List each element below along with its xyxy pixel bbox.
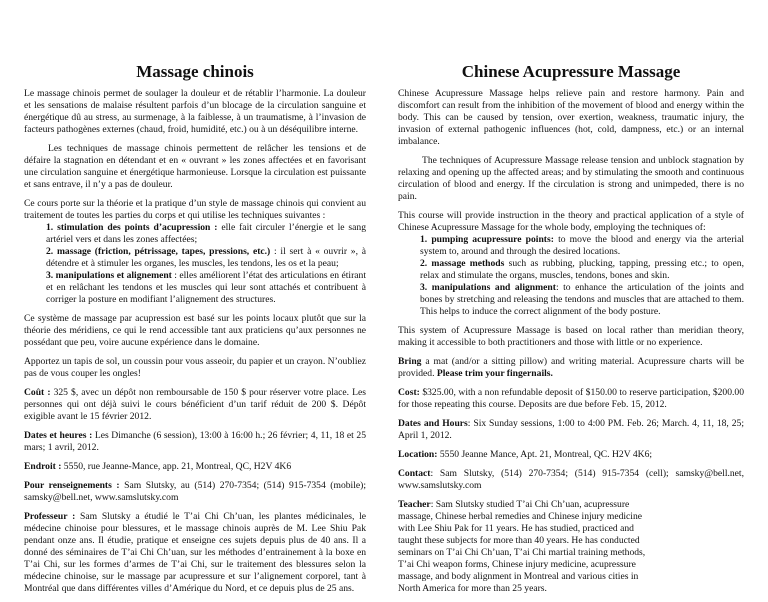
en-intro-2: The techniques of Acupressure Massage release tension and unblock stagnation by relaxing and opening up the affected areas; and by stimulating the smooth and continuous circulation of blood and energy. If the circulation is strong and unimpeded, there is no pain.	[398, 155, 744, 202]
en-system: This system of Acupressure Massage is based on local rather than meridian theory, making it accessible to both practitioners and those with little or no experience.	[398, 325, 744, 348]
fr-bring: Apportez un tapis de sol, un coussin pour vous asseoir, du papier et un crayon. N’oubliez pas de vous couper les ongles!	[24, 356, 366, 379]
fr-place: Endroit : 5550, rue Jeanne-Mance, app. 21, Montreal, QC, H2V 4K6	[24, 461, 292, 472]
en-teacher: Teacher: Sam Slutsky studied T’ai Chi Ch’uan, acupressure massage, Chinese herbal remedies and Chinese injury medicine with Lee Shiu Pak for 11 years. He has studied, practiced and taught these subjects for more than 40 years. He has conducted seminars on T’ai Chi Ch’uan, T’ai Chi martial training methods, T’ai Chi weapon forms, Chinese injury medicine, acupressure massage, and body alignment in Montreal and various cities in North America for more than 25 years.	[398, 499, 646, 594]
en-technique-1: 1. pumping acupressure points: to move the blood and energy via the arterial system to, around and through the desired locations.	[420, 234, 744, 257]
en-bring: Bring a mat (and/or a sitting pillow) and writing material. Acupressure charts will be provided. Please trim your fingernails.	[398, 356, 744, 379]
fr-technique-2: 2. massage (friction, pétrissage, tapes, pressions, etc.) : il sert à « ouvrir », à détendre et à stimuler les organes, les muscles, les tendons, les os et la peau;	[46, 246, 366, 269]
fr-technique-3: 3. manipulations et alignement : elles améliorent l’état des articulations en étirant et en relâchant les tendons et les muscles qui leur sont attachés et contribuent à corriger la posture en modifiant l’alignement des structures.	[46, 270, 366, 305]
en-intro-1: Chinese Acupressure Massage helps relieve pain and restore harmony. Pain and discomfort can result from the inhibition of the movement of blood and energy within the body. This can be caused by tension, over exertion, weakness, traumatic injury, the invasion of external pathogenic influences (hot, cold, dampness, etc.) or an internal imbalance.	[398, 88, 744, 147]
fr-system: Ce système de massage par acupression est basé sur les points locaux plutôt que sur la théorie des méridiens, ce qui le rend accessible tant aux praticiens qu’aux personnes ne possédant que peu, voire aucune expérience dans le domaine.	[24, 313, 366, 348]
english-body	[398, 88, 744, 602]
fr-dates: Dates et heures : Les Dimanche (6 session), 13:00 à 16:00 h.; 26 février; 4, 11, 18 et 25 mars; 1 avril, 2012.	[24, 430, 366, 453]
fr-technique-list	[24, 222, 366, 306]
en-place: Location: 5550 Jeanne Mance, Apt. 21, Montreal, QC. H2V 4K6;	[398, 449, 653, 460]
fr-intro-1: Le massage chinois permet de soulager la douleur et de rétablir l’harmonie. La douleur et les sensations de malaise résultent parfois d’un blocage de la circulation sanguine et énergétique dû au stress, au surmenage, à la faiblesse, à un traumatisme, à l’invasion de facteurs pathogènes externes (chaud, froid, humidité, etc.) ou à un déséquilibre interne.	[24, 88, 366, 135]
en-technique-2: 2. massage methods such as rubbing, plucking, tapping, pressing etc.; to open, relax and stimulate the organs, muscles, tendons, bones and skin.	[420, 258, 744, 281]
fr-technique-1: 1. stimulation des points d’acupression : elle fait circuler l’énergie et le sang artériel vers et dans les zones affectées;	[46, 222, 366, 245]
en-technique-list	[398, 234, 744, 318]
en-cost: Cost: $325.00, with a non refundable deposit of $150.00 to reserve participation, $200.00 for those repeating this course. Deposits are due before Feb. 15, 2012.	[398, 387, 744, 410]
english-title: Chinese Acupressure Massage	[461, 62, 681, 81]
french-title: Massage chinois	[136, 62, 254, 81]
fr-intro-2: Les techniques de massage chinois permettent de relâcher les tensions et de défaire la stagnation en détendant et en « ouvrant » les zones affectées et en favorisant une circulation sanguine et énergétique harmonieuse. Lorsque la circulation est puissante et sans entrave, il n’y a pas de douleur.	[24, 143, 366, 190]
en-technique-3: 3. manipulations and alignment: to enhance the articulation of the joints and bones by stretching and releasing the tendons and muscles that are attached to them. This helps to induce the correct alignment of the body posture.	[420, 282, 744, 317]
en-dates: Dates and Hours: Six Sunday sessions, 1:00 to 4:00 PM. Feb. 26; March. 4, 11, 18, 25; April 1, 2012.	[398, 418, 744, 441]
fr-course: Ce cours porte sur la théorie et la pratique d’un style de massage chinois qui convient au traitement de toutes les parties du corps et qui utilise les techniques suivantes :	[24, 198, 366, 221]
fr-contact: Pour renseignements : Sam Slutsky, au (514) 270-7354; (514) 915-7354 (mobile); samsky@bell.net, www.samslutsky.com	[24, 480, 366, 503]
en-contact: Contact: Sam Slutsky, (514) 270-7354; (514) 915-7354 (cell); samsky@bell.net, www.samslutsky.com	[398, 468, 744, 491]
fr-cost: Coût : 325 $, avec un dépôt non remboursable de 150 $ pour réserver votre place. Les personnes qui ont déjà suivi le cours bénéficient d’un tarif réduit de 200 $. Dépôt exigible avant le 15 février 2012.	[24, 387, 366, 422]
french-body	[24, 88, 366, 602]
en-course: This course will provide instruction in the theory and practical application of a style of Chinese Acupressure Massage for the whole body, employing the techniques of:	[398, 210, 744, 233]
fr-teacher: Professeur : Sam Slutsky a étudié le T’ai Chi Ch’uan, les plantes médicinales, le médecine chinoise pour blessures, et le massage chinois auprès de M. Lee Shiu Pak pendant onze ans. Il étudie, pratique et enseigne ces sujets depuis plus de 40 ans. Il a donné des séminaires de T’ai Chi Ch’uan, sur les méthodes d’entrainement à la boxe en T’ai Chi, sur les formes d’armes de T’ai Chi, sur le traitement des blessures selon la médecine chinoise, sur le massage par acupressure et sur l’alignement corporel, tant à Montréal que dans différentes villes d’Amérique du Nord, et ce depuis plus de 25 ans.	[24, 511, 367, 594]
